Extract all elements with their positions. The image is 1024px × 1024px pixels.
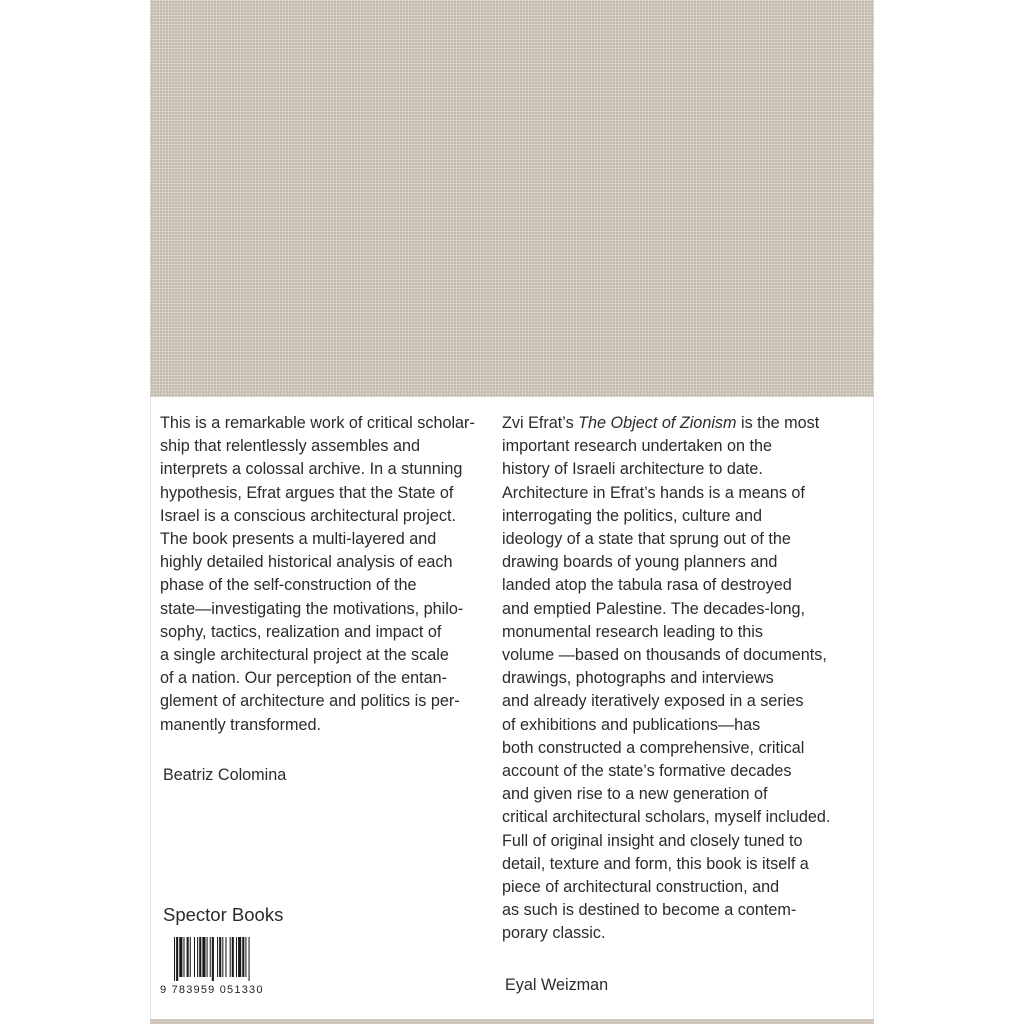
right-blurb-line: interrogating the politics, culture and (502, 506, 763, 525)
left-blurb-line: Israel is a conscious architectural project. (160, 506, 456, 525)
left-blurb-line: state—investigating the motivations, philo- (160, 599, 464, 618)
left-blurb-line: highly detailed historical analysis of each (160, 553, 453, 572)
right-blurb-line: ideology of a state that sprung out of the (502, 530, 791, 549)
barcode-bar (176, 937, 178, 981)
left-blurb-line: phase of the self-construction of the (160, 576, 417, 595)
right-blurb-line: monumental research leading to this (502, 622, 763, 641)
barcode-bar (207, 937, 208, 977)
left-blurb-line: manently transformed. (160, 715, 322, 734)
barcode-bar (187, 937, 189, 977)
left-blurb-line: hypothesis, Efrat argues that the State of (160, 483, 454, 502)
book-title-italic: The Object of Zionism (578, 414, 737, 432)
barcode-bar (183, 937, 184, 977)
barcode-bar (222, 937, 223, 977)
right-blurb-line: and emptied Palestine. The decades-long, (502, 599, 805, 618)
barcode-bar (219, 937, 221, 977)
left-blurb-line: ship that relentlessly assembles and (160, 437, 421, 456)
barcode (174, 937, 290, 981)
barcode-bar (190, 937, 191, 977)
left-blurb-line: glement of architecture and politics is per- (160, 692, 460, 711)
left-blurb (160, 412, 475, 737)
right-blurb-line: account of the state’s formative decades (502, 762, 792, 781)
right-blurb-line: detail, texture and form, this book is itself a (502, 854, 809, 873)
first-line-prefix: Zvi Efrat’s (502, 414, 579, 432)
barcode-bar (236, 937, 237, 977)
barcode-bar (242, 937, 244, 977)
left-blurb-line: This is a remarkable work of critical scholar- (160, 414, 475, 432)
right-blurb-line: Architecture in Efrat’s hands is a means of (502, 483, 805, 502)
right-blurb-line: history of Israeli architecture to date. (502, 460, 763, 479)
right-blurb-line: of exhibitions and publications—has (502, 715, 761, 734)
barcode-bar (230, 937, 231, 977)
barcode-bar (238, 937, 241, 977)
left-blurb-line: a single architectural project at the scale (160, 646, 449, 665)
left-blurb-line: interprets a colossal archive. In a stunning (160, 460, 463, 479)
barcode-bar (245, 937, 246, 977)
barcode-bar (212, 937, 214, 981)
right-blurb-line: and given rise to a new generation of (502, 785, 768, 804)
right-blurb-line: volume —based on thousands of documents, (502, 646, 827, 665)
publisher-name: Spector Books (163, 904, 284, 925)
isbn-number: 9 783959 051330 (160, 984, 264, 996)
left-blurb-author: Beatriz Colomina (163, 766, 287, 784)
right-blurb-line: important research undertaken on the (502, 437, 772, 456)
linen-texture-panel (150, 0, 874, 397)
barcode-bar (197, 937, 198, 977)
barcode-bar (217, 937, 218, 977)
barcode-bar (210, 937, 211, 977)
barcode-bar (199, 937, 201, 977)
right-blurb-line: both constructed a comprehensive, critical (502, 738, 805, 757)
barcode-graphic (174, 937, 290, 981)
barcode-bar (232, 937, 234, 977)
left-blurb-line: sophy, tactics, realization and impact of (160, 622, 442, 641)
left-blurb-line: The book presents a multi-layered and (160, 530, 437, 549)
right-blurb (502, 412, 830, 946)
barcode-bar (249, 937, 250, 981)
right-blurb-first-line (502, 412, 830, 435)
right-blurb-line: as such is destined to become a contem- (502, 901, 797, 920)
cover-bottom-edge (150, 1019, 874, 1024)
first-line-suffix: is the most (736, 414, 820, 432)
barcode-bar (225, 937, 226, 977)
right-blurb-line: landed atop the tabula rasa of destroyed (502, 576, 792, 595)
right-blurb-author: Eyal Weizman (505, 976, 609, 994)
right-blurb-line: drawing boards of young planners and (502, 553, 778, 572)
barcode-bar (179, 937, 182, 977)
right-blurb-line: and already iteratively exposed in a series (502, 692, 804, 711)
barcode-bar (202, 937, 205, 977)
barcode-bar (194, 937, 195, 977)
left-blurb-line: of a nation. Our perception of the entan- (160, 669, 448, 688)
barcode-bar (174, 937, 175, 981)
right-blurb-line: Full of original insight and closely tuned to (502, 831, 803, 850)
right-blurb-line: porary classic. (502, 924, 606, 943)
right-blurb-line: piece of architectural construction, and (502, 878, 780, 897)
right-blurb-line: critical architectural scholars, myself included. (502, 808, 831, 827)
right-blurb-line: drawings, photographs and interviews (502, 669, 774, 688)
